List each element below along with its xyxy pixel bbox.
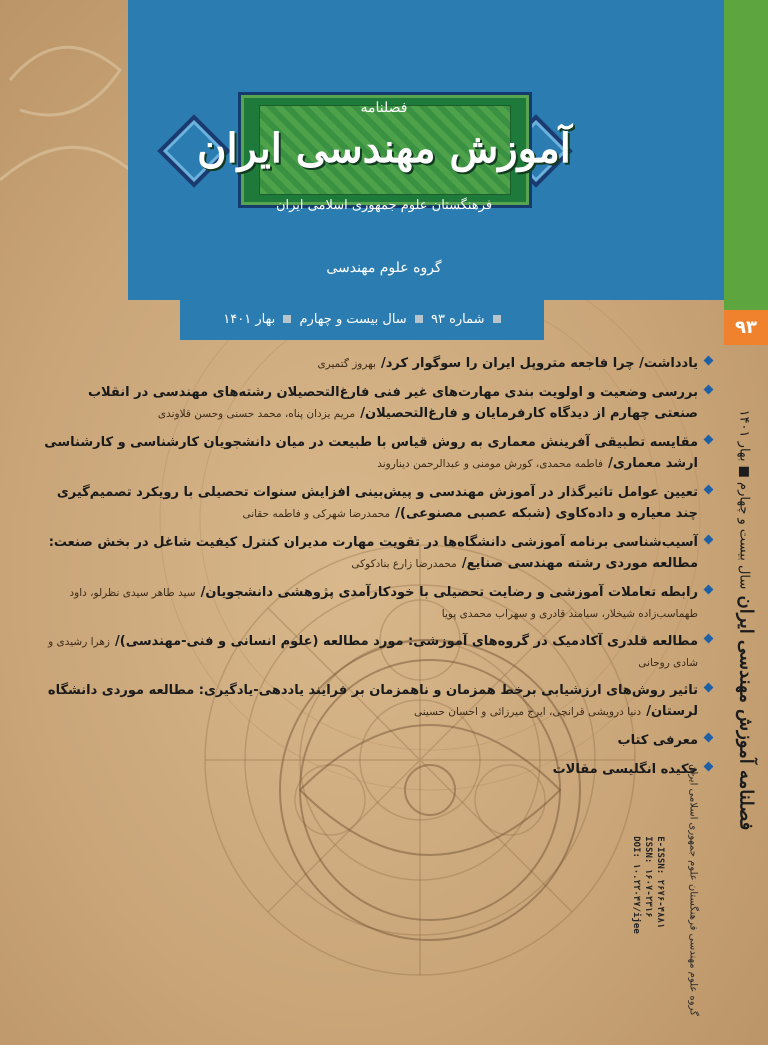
diamond-bullet-icon <box>704 435 714 445</box>
diamond-bullet-icon <box>704 485 714 495</box>
toc-item-authors: فاطمه محمدی، کورش مومنی و عبدالرحمن دیناروند <box>377 458 604 470</box>
publisher-line: گروه علوم مهندسی فرهنگستان علوم جمهوری اسلامی ایران <box>687 764 699 1016</box>
toc-item-authors: محمدرضا شهرکی و فاطمه حقانی <box>242 508 391 520</box>
toc-item-authors: سید طاهر سیدی نظرلو، داود طهماسب‌زاده شیخلار، سیامند قادری و سهراب محمدی پویا <box>69 587 698 620</box>
diamond-bullet-icon <box>704 385 714 395</box>
toc-item <box>40 729 712 750</box>
toc-item <box>40 352 712 373</box>
toc-item <box>40 758 712 779</box>
spine-issue: سال بیست و چهارم ■ بهار ۱۴۰۱ <box>736 409 752 590</box>
toc-item <box>40 431 712 473</box>
toc-item-title: مقایسه تطبیقی آفرینش معماری به روش قیاس با طبیعت در میان دانشجویان کارشناسی و کارشناسی ارشد معماری/ <box>44 435 698 471</box>
toc-item-authors: محمدرضا زارع بنادکوکی <box>351 558 457 570</box>
diamond-bullet-icon <box>704 634 714 644</box>
toc-item-title: چکیده انگلیسی مقالات <box>552 762 698 777</box>
diamond-bullet-icon <box>704 535 714 545</box>
diamond-bullet-icon <box>704 585 714 595</box>
issue-badge: ۹۳ <box>724 310 768 345</box>
spine-journal-title: فصلنامه آموزش مهندسی ایران <box>735 595 757 831</box>
square-bullet-icon <box>493 315 501 323</box>
group-name: گروه علوم مهندسی <box>326 260 442 276</box>
toc-item <box>40 381 712 423</box>
toc-item <box>40 679 712 721</box>
academy-name: فرهنگستان علوم جمهوری اسلامی ایران <box>275 198 493 213</box>
square-bullet-icon <box>415 315 423 323</box>
spine-title <box>736 410 757 831</box>
issue-number: شماره ۹۳ <box>430 312 485 327</box>
toc-item-authors: مریم یزدان پناه، محمد حسنی وحسن قلاوندی <box>157 408 356 420</box>
toc-item-title: مطالعه قلدری آکادمیک در گروه‌های آموزشی: مورد مطالعه (علوم انسانی و فنی-مهندسی)/ <box>115 634 698 649</box>
square-bullet-icon <box>283 315 291 323</box>
spine-green-strip <box>724 0 768 310</box>
toc-item-authors: زهرا رشیدی و شادی روحانی <box>48 636 698 669</box>
toc-item-title: تاثیر روش‌های ارزشیابی برخط همزمان و ناهمزمان بر فرایند یاددهی-یادگیری: مطالعه موردی دانشگاه لرستان/ <box>47 683 698 719</box>
issue-info-bar <box>200 312 528 327</box>
toc-item-authors: دنیا درویشی قرانچی، ایرج میرزائی و احسان حسینی <box>413 706 642 718</box>
journal-identifiers <box>630 836 666 934</box>
toc-item-title: یادداشت/ چرا فاجعه متروپل ایران را سوگوار کرد/ <box>380 356 698 371</box>
diamond-bullet-icon <box>704 356 714 366</box>
journal-title: آموزش مهندسی ایران <box>197 125 571 172</box>
issue-year: سال بیست و چهارم <box>299 312 407 327</box>
journal-supra-title: فصلنامه <box>360 100 408 116</box>
diamond-bullet-icon <box>704 762 714 772</box>
toc-item-title: تعیین عوامل تاثیرگذار در آموزش مهندسی و پیش‌بینی افزایش سنوات تحصیلی با رویکرد تصمیم‌گیری چند معیاره و داده‌کاوی (شبکه عصبی مصنوعی)/ <box>56 485 698 521</box>
toc-item <box>40 531 712 573</box>
eissn-label: E-ISSN: ۲۶۷۶-۴۸۸۱ <box>655 836 665 929</box>
toc-item-title: رابطه تعاملات آموزشی و رضایت تحصیلی با خودکارآمدی پژوهشی دانشجویان/ <box>200 585 698 600</box>
toc-item-title: آسیب‌شناسی برنامه آموزشی دانشگاه‌ها در تقویت مهارت مدیران کنترل کیفیت شاغل در بخش صنعت: مطالعه موردی رشته مهندسی صنایع/ <box>48 535 698 571</box>
toc-item <box>40 630 712 671</box>
issue-season: بهار ۱۴۰۱ <box>223 312 276 327</box>
toc-item <box>40 581 712 622</box>
diamond-bullet-icon <box>704 733 714 743</box>
toc-item-title: معرفی کتاب <box>617 733 698 748</box>
toc-item <box>40 481 712 523</box>
toc-item-authors: بهروز گتمیری <box>317 358 376 370</box>
doi-label: DOI: ۱۰.۲۲۰۴۷/ijee <box>631 836 641 934</box>
table-of-contents <box>40 352 712 787</box>
diamond-bullet-icon <box>704 683 714 693</box>
toc-item-title: بررسی وضعیت و اولویت بندی مهارت‌های غیر فنی فارغ‌التحصیلان رشته‌های مهندسی در انقلاب صنعتی چهارم از دیدگاه کارفرمایان و فارغ‌التحصیلان/ <box>87 385 698 421</box>
issn-label: ISSN: ۱۶۰۷-۲۳۱۶ <box>643 836 653 918</box>
